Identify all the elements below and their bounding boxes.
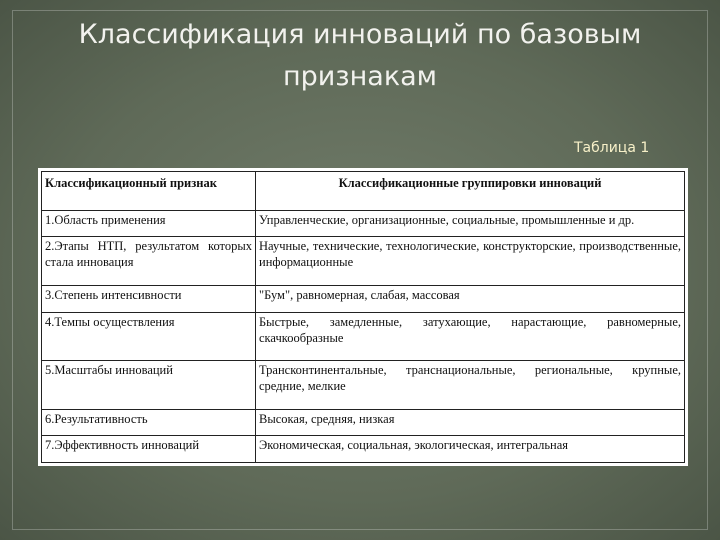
classification-table-container (38, 168, 688, 466)
table-row (42, 286, 685, 312)
table-cell-groups: Экономическая, социальная, экологическая, интегральная (256, 436, 685, 463)
table-row (42, 312, 685, 361)
table-cell-groups: Научные, технические, технологические, конструкторские, производственные, информационные (256, 237, 685, 286)
table-header-groups: Классификационные группировки инноваций (256, 172, 685, 211)
slide-title-line-2: признакам (282, 61, 438, 92)
table-row (42, 361, 685, 410)
slide-title (0, 14, 720, 98)
table-cell-feature: 3.Степень интенсивности (42, 286, 256, 312)
table-row (42, 237, 685, 286)
table-cell-feature: 7.Эффективность инноваций (42, 436, 256, 463)
table-cell-groups: Трансконтинентальные, транснациональные, региональные, крупные, средние, мелкие (256, 361, 685, 410)
table-row (42, 211, 685, 237)
table-row (42, 436, 685, 463)
table-row (42, 410, 685, 436)
table-cell-feature: 4.Темпы осуществления (42, 312, 256, 361)
table-header-feature: Классификационный признак (42, 172, 256, 211)
table-cell-groups: Быстрые, замедленные, затухающие, нарастающие, равномерные, скачкообразные (256, 312, 685, 361)
table-cell-feature: 2.Этапы НТП, результатом которых стала инновация (42, 237, 256, 286)
table-cell-groups: "Бум", равномерная, слабая, массовая (256, 286, 685, 312)
table-cell-feature: 5.Масштабы инноваций (42, 361, 256, 410)
table-cell-feature: 6.Результативность (42, 410, 256, 436)
table-header-row (42, 172, 685, 211)
table-caption: Таблица 1 (574, 140, 650, 156)
table-cell-groups: Высокая, средняя, низкая (256, 410, 685, 436)
classification-table (41, 171, 685, 463)
slide-title-line-1: Классификация инноваций по базовым (78, 19, 642, 50)
table-cell-feature: 1.Область применения (42, 211, 256, 237)
table-cell-groups: Управленческие, организационные, социальные, промышленные и др. (256, 211, 685, 237)
